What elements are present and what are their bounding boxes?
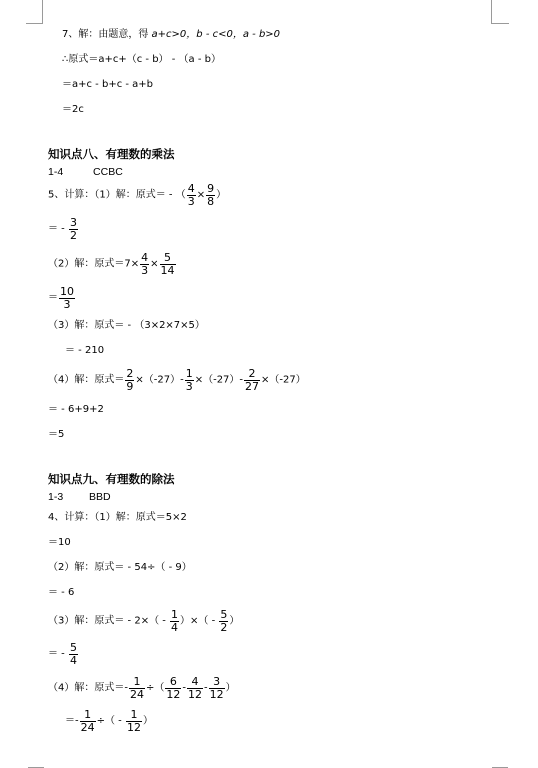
numerator: 4 — [187, 676, 203, 689]
result-prefix: ＝ - — [48, 223, 68, 235]
denominator: 4 — [69, 654, 77, 667]
numerator: 3 — [69, 216, 77, 229]
section-heading-division: 知识点九、有理数的除法 — [48, 472, 175, 486]
fraction — [165, 676, 181, 701]
calc-4-part-3-result — [48, 642, 79, 667]
denominator: 24 — [80, 721, 95, 734]
fraction — [244, 368, 260, 393]
fraction — [140, 252, 149, 277]
numerator: 6 — [165, 676, 181, 689]
calc-5-part-4-prefix: （4）解：原式＝ — [48, 374, 125, 386]
expression-part: ×（-27）- — [194, 374, 244, 386]
denominator: 3 — [187, 195, 195, 208]
calc-5-part-2-prefix: （2）解：原式＝7× — [48, 258, 140, 270]
calc-4-part-3 — [48, 609, 239, 634]
fraction — [209, 676, 225, 701]
crop-mark-top-left-horizontal — [26, 23, 43, 24]
minus-sign: - — [203, 682, 208, 694]
numerator: 1 — [171, 608, 179, 621]
times-sign: × — [196, 189, 206, 201]
denominator: 12 — [209, 688, 224, 701]
expression-part: ×（-27） — [261, 374, 306, 386]
calc-5-part-4-result: ＝5 — [48, 429, 65, 440]
denominator: 24 — [129, 688, 144, 701]
solution-7-line-4: ＝2c — [62, 104, 84, 115]
solution-7-line-3: ＝a+c - b+c - a+b — [62, 79, 154, 90]
denominator: 12 — [126, 721, 141, 734]
fraction — [185, 368, 194, 393]
denominator: 12 — [187, 688, 202, 701]
expression-part: ×（-27）- — [135, 374, 184, 386]
denominator: 14 — [160, 264, 175, 277]
fraction — [125, 368, 134, 393]
answer-range: 1-4 — [48, 166, 64, 178]
crop-mark-top-left-vertical — [42, 0, 43, 24]
fraction — [187, 183, 196, 208]
denominator: 3 — [185, 380, 193, 393]
solution-7-line-1 — [62, 28, 280, 42]
calc-4-part-4 — [48, 676, 236, 701]
denominator: 12 — [166, 688, 181, 701]
section-heading-multiplication: 知识点八、有理数的乘法 — [48, 147, 175, 161]
numerator: 5 — [220, 608, 228, 621]
numerator: 1 — [185, 367, 193, 380]
result-prefix: ＝ — [48, 292, 58, 304]
answer-range: 1-3 — [48, 491, 64, 503]
expression-part: ÷（ - — [96, 715, 125, 727]
calc-4-part-2: （2）解：原式＝ - 54÷（ - 9） — [48, 562, 192, 573]
calc-4-part-1-result: ＝10 — [48, 537, 71, 548]
fraction — [80, 709, 96, 734]
result-prefix: ＝- — [65, 715, 79, 727]
close-paren: ） — [229, 615, 240, 627]
numerator: 2 — [126, 367, 134, 380]
numerator: 9 — [207, 182, 215, 195]
denominator: 8 — [207, 195, 215, 208]
fraction — [219, 609, 228, 634]
solution-7-intro: 7、解：由题意，得 — [62, 29, 152, 40]
minus-sign: - — [182, 682, 186, 694]
calc-4-part-3-prefix: （3）解：原式＝ - 2×（ - — [48, 615, 170, 627]
calc-5-part-4 — [48, 368, 306, 393]
solution-7-line-2: ∴原式＝a+c+（c - b） - （a - b） — [62, 54, 221, 65]
fraction — [129, 676, 145, 701]
calc-5-part-4-step: ＝ - 6+9+2 — [48, 404, 104, 415]
fraction — [126, 709, 142, 734]
denominator: 9 — [126, 380, 134, 393]
numerator: 4 — [141, 251, 149, 264]
numerator: 1 — [129, 676, 145, 689]
denominator: 3 — [141, 264, 149, 277]
calc-4-part-4-prefix: （4）解：原式＝- — [48, 682, 128, 694]
calc-5-part-3: （3）解：原式＝ - （3×2×7×5） — [48, 320, 205, 331]
numerator: 2 — [244, 368, 260, 381]
answer-key-multiplication — [48, 165, 123, 179]
denominator: 4 — [171, 621, 179, 634]
close-paren: ） — [142, 715, 153, 727]
numerator: 1 — [126, 709, 142, 722]
answer-letters: CCBC — [93, 166, 123, 178]
calc-5-part-1-result — [48, 217, 79, 242]
close-paren: ） — [216, 189, 227, 201]
fraction — [187, 676, 203, 701]
fraction — [59, 286, 75, 311]
fraction — [206, 183, 215, 208]
numerator: 3 — [209, 676, 225, 689]
denominator: 2 — [220, 621, 228, 634]
numerator: 5 — [69, 641, 77, 654]
denominator: 27 — [245, 380, 260, 393]
calc-4-part-1: 4、计算：（1）解：原式＝5×2 — [48, 512, 187, 523]
calc-5-part-1 — [48, 183, 226, 208]
calc-5-part-2 — [48, 252, 177, 277]
crop-mark-top-right-horizontal — [491, 23, 509, 24]
fraction — [69, 217, 78, 242]
calc-4-part-2-result: ＝ - 6 — [48, 587, 75, 598]
result-prefix: ＝ - — [48, 648, 68, 660]
calc-5-part-1-prefix: 5、计算：（1）解：原式＝ - （ — [48, 189, 186, 201]
fraction — [69, 642, 78, 667]
denominator: 3 — [63, 298, 71, 311]
answer-letters: BBD — [89, 491, 111, 503]
numerator: 5 — [160, 252, 176, 265]
fraction — [160, 252, 176, 277]
close-paren: ） — [225, 682, 236, 694]
expression-part: ）×（ - — [180, 615, 219, 627]
numerator: 1 — [80, 709, 96, 722]
times-sign: × — [150, 258, 159, 270]
fraction — [170, 609, 179, 634]
solution-7-conditions: a+c>0，b - c<0，a - b>0 — [151, 29, 281, 40]
denominator: 2 — [69, 229, 77, 242]
numerator: 10 — [60, 285, 74, 298]
answer-key-division — [48, 490, 111, 504]
calc-5-part-2-result — [48, 286, 76, 311]
numerator: 4 — [187, 182, 195, 195]
calc-5-part-3-result: ＝ - 210 — [65, 345, 105, 356]
expression-part: ÷（ — [145, 682, 165, 694]
calc-4-part-4-result — [65, 709, 153, 734]
crop-mark-top-right-vertical — [491, 0, 492, 24]
